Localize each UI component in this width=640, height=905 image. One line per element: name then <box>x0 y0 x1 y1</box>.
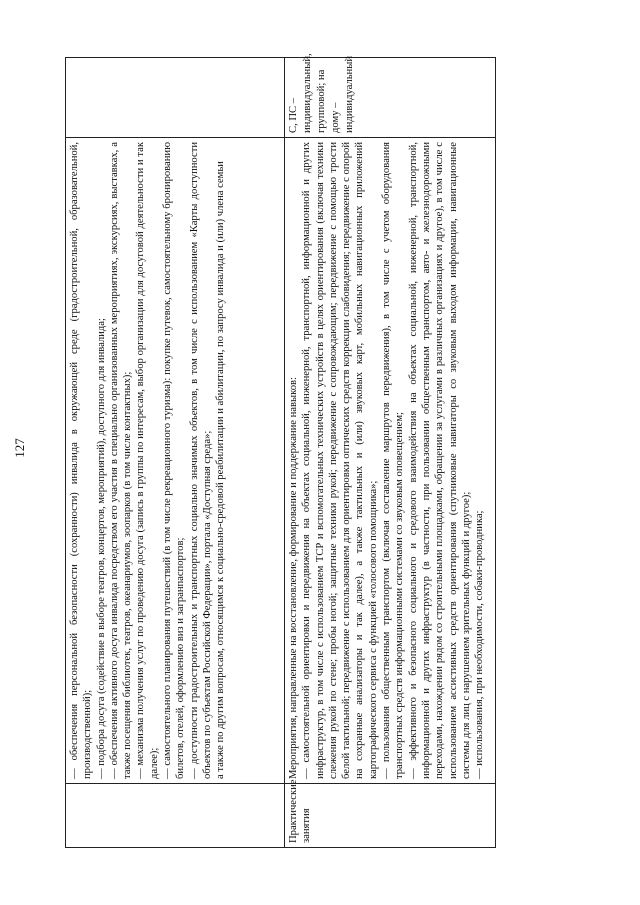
description-paragraph: — использования, при необходимости, собаки-проводника; <box>474 510 486 779</box>
description-paragraph: — самостоятельной ориентировки и передвижения на объектах социальной, инженерной, транспортной, информационной и других инфраструктур, в том числе с использованием ТСР и вспомогательных технических устройств в целях ориентирования (включая техники слежения рукой по стене; пробы ногой; защитные техники рукой; передвижение с сопровождающим; передвижение с помощью трости белой тактильной; передвижение с использованием для ориентировки оптических средств коррекции слабовидения; передвижение с опорой на сохранные анализаторы и так далее), а также тактильных и (или) звуковых карт, мобильных навигационных приложений картографического сервиса с функцией «голосового помощника»; <box>301 142 379 779</box>
description-paragraph: — эффективного и безопасного социального и средового взаимодействия на объектах социальной, инженерной, транспортной, информационной и других инфраструктур (в частности, при пользовании общественным транспортом, авто- и железнодорожными переходами, нахождении рядом со строительными площадками, обращении за услугами в различных организациях и другое), в том числе с использованием ассистивных средств ориентирования (спутниковые навигаторы со звуковым выходом информации, навигационные системы для лиц с нарушением зрительных функций и другое); <box>407 142 472 779</box>
table-row <box>66 58 285 848</box>
table-row <box>285 58 496 848</box>
rotated-page-content <box>65 53 495 848</box>
description-paragraph: — обеспечения персональной безопасности (сохранности) инвалида в окружающей среде (градостроительной, образовательной, производственной); <box>69 142 94 779</box>
services-table <box>65 53 496 848</box>
row-format-cell: С, ПС – индивидуальный, групповой; на дому – индивидуальный <box>285 58 496 138</box>
description-paragraph: — пользования общественным транспортом (включая составление маршрутов передвижения), в том числе с учетом оборудования транспортных средств информационными системами со звуковым оповещением; <box>381 142 406 779</box>
description-paragraph: — доступности градостроительных и транспортных социально значимых объектов, в том числе с использованием «Карты доступности объектов по субъектам Российской Федерации», портала «Доступная среда»; <box>188 142 213 779</box>
description-paragraph: — самостоятельного планирования путешествий (в том числе рекреационного туризма): покупке путевок, самостоятельному бронированию билетов, отелей, оформлению виз и загранпаспортов; <box>162 142 187 779</box>
page-number: 127 <box>12 438 27 458</box>
description-paragraph: — подбора досуга (содействие в выборе театров, концертов, мероприятий), доступного для инвалида; <box>95 318 107 779</box>
description-paragraph: Мероприятия, направленные на восстановление, формирование и поддержание навыков: <box>288 377 299 779</box>
row-description-cell <box>285 138 496 784</box>
description-paragraph: — обеспечения активного досуга инвалида посредством его участия в специально организованных мероприятиях, экскурсиях, выставках, а также посещения библиотек, театров, океанариумов, зоопарков (в том числе контактных); <box>108 142 134 779</box>
row-title-cell <box>66 784 285 848</box>
description-paragraph: а также по другим вопросам, относящимся к социально-средовой реабилитации и абилитации, по запросу инвалида и (или) члена семьи <box>215 161 227 779</box>
row-format-cell <box>66 58 285 138</box>
description-paragraph: — механизма получения услуг по проведению досуга (запись в группы по интересам, выбор организации для досуговой деятельности и так далее); <box>135 142 160 779</box>
row-title-cell: Практические занятия <box>285 784 496 848</box>
row-description-cell <box>66 138 285 784</box>
